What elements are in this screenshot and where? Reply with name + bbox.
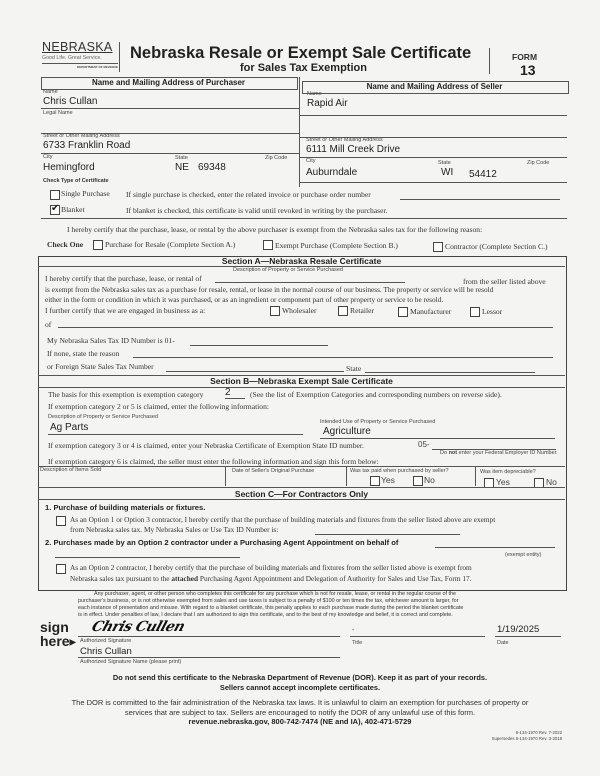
arrow-right-icon: ▶ [69,637,76,647]
b-use-label: Intended Use of Property or Service Purchased [320,419,436,425]
penalty-line-2: purchaser's business, or is not otherwise exempted from sales and use taxes is subject to a penalty of $100 or ten times the tax, whichever amount is larger, for [78,598,459,604]
section-a-line2: is exempt from the Nebraska sales tax as a purchase for resale, rental, or lease in the normal course of our business. The property or service will be resold [45,285,494,294]
logo-dept: DEPARTMENT OF REVENUE [77,65,118,69]
logo-tagline: Good Life. Great Service. [42,55,102,61]
purchaser-zip-field[interactable]: 69348 [198,162,226,173]
option13-checkbox[interactable] [56,516,66,526]
tax-id-text: My Nebraska Sales Tax ID Number is 01- [47,336,175,345]
page-title: Nebraska Resale or Exempt Sale Certificate [130,44,472,62]
blanket-text: If blanket is checked, this certificate is valid until revoked in writing by the purchaser. [126,206,388,215]
title-value[interactable]: - [352,627,355,634]
footer-notice-2: Sellers cannot accept incomplete certificates. [219,683,381,692]
exempt-entity-label: (exempt entity) [505,552,542,558]
option2-checkbox[interactable] [56,564,66,574]
seller-name-field[interactable]: Rapid Air [307,98,348,109]
sign-label: sign [40,619,69,635]
single-purchase-label: Single Purchase [61,189,110,198]
date-field[interactable]: 1/19/2025 [497,624,540,635]
tax-paid-label: Was tax paid when purchased by seller? [350,468,449,474]
retailer-label: Retailer [350,306,375,315]
tax-paid-yes-checkbox[interactable] [370,476,380,486]
footer-dor-line-1: The DOR is committed to the fair administration of the Nebraska tax laws. It is unlawful to claim an exemption for purchases of property or [71,698,529,707]
title-label: Title [352,640,363,646]
seller-zip-label: Zip Code [527,160,550,166]
purchaser-street-label: Street or Other Mailing Address [43,133,120,139]
foreign-tax-text: or Foreign State Sales Tax Number [47,362,154,371]
revision-line-2: Supersedes 6-134-1970 Rev. 3-2018 [491,736,562,741]
purchaser-street-field[interactable]: 6733 Franklin Road [43,140,131,151]
sign-here-label [40,620,76,649]
foreign-state-label: State [346,364,362,373]
section-c-item2-title: 2. Purchases made by an Option 2 contractor under a Purchasing Agent Appointment on behalf of [45,538,399,547]
of-label: of [45,320,52,329]
footer-dor-line-2: services that are subject to tax. Sellers are encouraged to notify the DOR of any unlawful use of this form. [124,707,476,717]
section-c-item1-line2: from Nebraska sales tax. My Nebraska Sales or Use Tax ID Number is: [70,525,279,534]
wholesaler-checkbox[interactable] [270,306,280,316]
exempt-entity-field-cont[interactable] [55,557,240,558]
section-a-desc-label: Description of Property or Service Purchased [233,267,344,273]
contractor-option-label: Contractor (Complete Section C.) [445,242,548,251]
items-sold-label: Description of Items Sold [40,467,102,473]
date-purchase-label: Date of Seller's Original Purchase [232,468,315,474]
b-desc-label: Description of Property or Service Purchased [48,414,159,420]
manufacturer-checkbox[interactable] [398,307,408,317]
section-a-line1-pre: I hereby certify that the purchase, lease, or rental of [45,274,202,283]
penalty-text [78,591,463,619]
seller-city-label: City [306,158,316,164]
section-a-line1-post: from the seller listed above [463,277,546,286]
printed-name-field[interactable]: Chris Cullan [80,646,132,657]
footer-notice-1: Do not send this certificate to the Nebraska Department of Revenue (DOR). Keep it as part of your records. [112,673,488,682]
category-25-text: If exemption category 2 or 5 is claimed, enter the following information: [48,402,269,411]
purchaser-name-label: Name [43,89,58,95]
contractor-checkbox[interactable] [433,242,443,252]
purchaser-city-field[interactable]: Hemingford [43,162,95,173]
seller-state-label: State [438,160,451,166]
depreciable-no-label: No [546,477,557,487]
purchaser-city-label: City [43,154,53,160]
category-34-text: If exemption category 3 or 4 is claimed, enter your Nebraska Certificate of Exemption State ID number. [48,441,364,450]
seller-city-field[interactable]: Auburndale [306,167,358,178]
of-field[interactable] [58,327,553,328]
lessor-checkbox[interactable] [470,307,480,317]
seller-zip-field[interactable]: 54412 [469,169,497,180]
b-use-field[interactable]: Agriculture [323,426,371,437]
retailer-checkbox[interactable] [338,306,348,316]
fein-note [440,450,558,456]
purchaser-zip-label: Zip Code [265,155,288,161]
check-one-label: Check One [47,240,84,249]
section-a-line3: either in the form or condition in which it was purchased, or as an ingredient or component part of other property or service to be resold. [45,295,444,304]
blanket-checkbox[interactable] [50,205,60,215]
tax-paid-yes-label: Yes [381,475,395,485]
resale-option-label: Purchase for Resale (Complete Section A.) [105,240,236,249]
single-purchase-checkbox[interactable] [50,190,60,200]
manufacturer-label: Manufacturer [410,307,452,316]
seller-name-label: Name [307,91,322,97]
purchaser-state-field[interactable]: NE [175,162,189,173]
b-desc-field[interactable]: Ag Parts [50,422,89,433]
printed-name-label: Authorized Signature Name (please print) [80,659,182,665]
penalty-line-4: is in effect. Under penalties of law, I declare that I am authorized to sign this certificate, and to the best of my knowledge and belief, it is correct and complete. [78,612,453,618]
single-purchase-text: If single purchase is checked, enter the related invoice or purchase order number [126,190,371,199]
footer-notice [0,673,600,693]
footer-dor-text [0,698,600,727]
penalty-line-1: Any purchaser, agent, or other person who completes this certificate for any purchase which is not for resale, lease, or rental in the regular course of the [94,591,456,597]
exempt-purchase-option-label: Exempt Purchase (Complete Section B.) [275,241,398,250]
tax-paid-no-label: No [424,475,435,485]
form-number: 13 [520,62,536,78]
section-c-title: Section C—For Contractors Only [234,489,369,499]
fein-note-bold: not [448,450,458,456]
depreciable-yes-label: Yes [496,477,510,487]
purchaser-state-label: State [175,155,188,161]
checkmark-icon: ✔ [51,203,60,214]
here-label: here [40,633,70,649]
contractor-tax-id-field[interactable] [315,534,460,535]
foreign-tax-field[interactable] [166,371,344,372]
item2-line2-bold: attached [171,574,199,583]
penalty-line-3: each instance of presentation and misuse. With regard to a blanket certificate, this penalty applies to each purchase made during the period the blanket certificate [78,605,464,611]
page-subtitle: for Sales Tax Exemption [240,62,367,74]
seller-street-label: Street or Other Mailing Address [306,137,383,143]
auth-signature-label: Authorized Signature [80,638,132,644]
tax-paid-no-checkbox[interactable] [413,476,423,486]
none-reason-field[interactable] [133,357,553,358]
fein-note-pre: Do [440,450,449,456]
section-b-title: Section B—Nebraska Exempt Sale Certificate [210,376,393,386]
signature-field[interactable]: Chris Cullen [89,619,187,635]
fein-note-post: enter your Federal Employer ID Number. [457,450,558,456]
category-6-text: If exemption category 6 is claimed, the seller must enter the following information and sign this form below: [48,457,379,466]
depreciable-label: Was item depreciable? [480,469,536,475]
item2-line2-pre: Nebraska sales tax pursuant to the [70,574,172,583]
basis-text-pre: The basis for this exemption is exemption category [48,390,204,399]
seller-state-field[interactable]: WI [441,167,454,178]
none-reason-text: If none, state the reason [47,349,120,358]
purchaser-name-field[interactable]: Chris Cullan [43,96,98,107]
logo-title: NEBRASKA [42,40,113,54]
section-c-item2-line2 [70,574,471,583]
seller-street-field[interactable]: 6111 Mill Creek Drive [306,144,401,155]
logo [42,40,118,69]
blanket-label: Blanket [61,205,85,214]
exempt-purchase-checkbox[interactable] [263,240,273,250]
section-a-title: Section A—Nebraska Resale Certificate [221,256,382,266]
basis-text-post: (See the list of Exemption Categories and corresponding numbers on reverse side). [250,390,502,399]
date-label: Date [497,640,509,646]
footer-contact-link[interactable]: revenue.nebraska.gov, 800-742-7474 (NE and IA), 402-471-5729 [188,717,412,726]
exemption-category-field[interactable]: 2 [225,387,245,399]
resale-checkbox[interactable] [93,240,103,250]
item2-line2-post: Purchasing Agent Appointment and Delegation of Authority for Sales and Use Tax, Form 17. [198,574,472,583]
section-c-item1-title: 1. Purchase of building materials or fixtures. [45,503,206,512]
reason-intro: I hereby certify that the purchase, lease, or rental by the above purchaser is exempt from the Nebraska sales tax for the following reason: [67,225,483,234]
section-c-item2-line1: As an Option 2 contractor, I hereby certify that the purchase of building materials and fixtures from the seller listed above is exempt from [70,563,472,572]
business-type-text: I further certify that we are engaged in business as a: [45,306,206,315]
purchaser-legal-name-label: Legal Name [43,110,73,116]
seller-header: Name and Mailing Address of Seller [366,82,503,91]
certificate-type-label: Check Type of Certificate [43,178,109,184]
revision-line-1: 6-134-1970 Rev. 7-2022 [515,730,562,735]
section-c-item1-line1: As an Option 1 or Option 3 contractor, I hereby certify that the purchase of building materials and fixtures from the seller listed above are exempt [70,515,496,524]
wholesaler-label: Wholesaler [282,306,317,315]
purchaser-header: Name and Mailing Address of Purchaser [91,78,246,87]
exempt-entity-field[interactable] [435,547,555,548]
foreign-state-field[interactable] [365,372,535,373]
revision-info [440,730,562,742]
lessor-label: Lessor [482,307,503,316]
tax-id-field[interactable] [190,345,328,346]
form-label: FORM [512,52,538,62]
category-34-prefix: 05- [418,440,430,449]
